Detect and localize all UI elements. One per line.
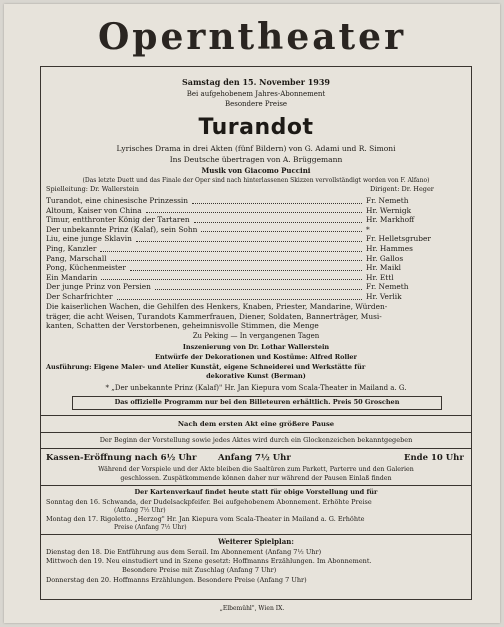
cast-role: Timur, entthronter König der Tartaren: [46, 215, 190, 225]
cast-row: [46, 263, 466, 273]
playbill-sheet: [4, 4, 500, 623]
cast-row: [46, 206, 466, 216]
cast-actor: Fr. Nemeth: [366, 282, 409, 292]
cast-role: Der unbekannte Prinz (Kalaf), sein Sohn: [46, 224, 198, 234]
dot-leader: [192, 203, 362, 204]
dot-leader: [201, 231, 362, 232]
chorus-line: träger, die acht Weisen, Turandots Kammerfrauen, Diener, Soldaten, Bannerträger, Musi-: [46, 311, 382, 321]
chorus-block: [46, 302, 466, 331]
cast-row: [46, 215, 466, 225]
masthead: Operntheater: [97, 16, 407, 58]
cast-actor: Hr. Maikl: [366, 263, 402, 273]
cast-actor: Hr. Wernigk: [366, 205, 412, 215]
completion-note: (Das letzte Duett und das Finale der Oper sind nach hinterlassenen Skizzen vervollständigt worden von F. Alfano): [82, 177, 430, 184]
cast-role: Ping, Kanzler: [46, 243, 97, 253]
presale-line: Montag den 17. Rigoletto. „Herzog" Hr. Jan Kiepura vom Scala-Theater in Mailand a. G. Erhöhte: [46, 515, 365, 523]
dot-leader: [100, 251, 362, 252]
execution-line: dekorative Kunst (Berman): [206, 372, 306, 380]
divider: [40, 448, 472, 449]
intermission-note: Nach dem ersten Akt eine größere Pause: [177, 420, 335, 428]
cast-actor: Fr. Nemeth: [366, 196, 409, 205]
stage-director: Spielleitung: Dr. Wallerstein: [46, 185, 139, 193]
cast-role: Altoum, Kaiser von China: [46, 205, 142, 215]
cast-row: [46, 254, 466, 264]
staging-line: Inszenierung von Dr. Lothar Wallerstein: [182, 343, 330, 351]
performance-date: Samstag den 15. November 1939: [182, 77, 330, 87]
schedule-line: Mittwoch den 19. Neu einstudiert und in Szene gesetzt: Hoffmanns Erzählungen. Im Abonnement.: [46, 557, 372, 565]
box-office-opening: Kassen-Eröffnung nach 6½ Uhr: [46, 453, 197, 463]
cast-row: [46, 292, 466, 302]
opera-subtitle: Lyrisches Drama in drei Akten (fünf Bildern) von G. Adami und R. Simoni: [116, 144, 396, 153]
dot-leader: [101, 279, 362, 280]
setting-line: Zu Peking — In vergangenen Tagen: [192, 332, 320, 340]
presale-heading: Der Kartenverkauf findet heute statt für obige Vorstellung und für: [134, 488, 378, 496]
door-policy-line: geschlossen. Zuspätkommende können daher nur während der Pausen Einlaß finden: [120, 475, 392, 482]
dot-leader: [130, 270, 362, 271]
bell-notice: Der Beginn der Vorstellung sowie jedes Aktes wird durch ein Glockenzeichen bekanntgegeben: [99, 436, 413, 444]
dot-leader: [117, 299, 363, 300]
schedule-line: Besondere Preise mit Zuschlag (Anfang 7 Uhr): [122, 566, 277, 574]
opera-title: Turandot: [198, 115, 314, 140]
cast-actor: Hr. Markhoff: [366, 215, 415, 225]
program-booklet-note: Das offizielle Programm nur bei den Billeteuren erhältlich. Preis 50 Groschen: [72, 396, 442, 410]
chorus-line: Die kaiserlichen Wachen, die Gehilfen des Henkers, Knaben, Priester, Mandarine, Würden-: [46, 302, 388, 311]
dot-leader: [136, 241, 362, 242]
cast-role: Turandot, eine chinesische Prinzessin: [46, 196, 189, 205]
printer-imprint: „Elbemühl", Wien IX.: [219, 605, 285, 612]
prices-note: Besondere Preise: [224, 100, 288, 108]
cast-role: Ein Mandarin: [46, 272, 98, 282]
schedule-heading: Weiterer Spielplan:: [218, 537, 294, 546]
cast-role: Pong, Küchenmeister: [46, 263, 126, 273]
cast-row: [46, 282, 466, 292]
schedule-line: Donnerstag den 20. Hoffmanns Erzählungen. Besondere Preise (Anfang 7 Uhr): [46, 576, 307, 584]
cast-role: Liu, eine junge Sklavin: [46, 234, 132, 244]
designs-line: Entwürfe der Dekorationen und Kostüme: Alfred Roller: [155, 353, 357, 361]
cast-list: [46, 196, 466, 302]
dot-leader: [146, 212, 362, 213]
cast-row: [46, 196, 466, 206]
cast-row: [46, 225, 466, 235]
start-time: Anfang 7½ Uhr: [218, 453, 291, 463]
subscription-note: Bei aufgehobenem Jahres-Abonnement: [186, 90, 326, 98]
cast-actor: Hr. Hammes: [366, 243, 413, 253]
cast-actor: Hr. Ettl: [366, 272, 394, 282]
door-policy-line: Während der Vorspiele und der Akte bleiben die Saaltüren zum Parkett, Parterre und den Galerien: [98, 466, 414, 473]
divider: [40, 432, 472, 433]
cast-role: Der junge Prinz von Persien: [46, 282, 151, 292]
translation-line: Ins Deutsche übertragen von A. Brüggemann: [169, 155, 343, 164]
divider: [40, 485, 472, 486]
cast-actor: *: [366, 224, 370, 234]
dot-leader: [155, 289, 362, 290]
divider: [40, 415, 472, 416]
cast-role: Pang, Marschall: [46, 253, 107, 263]
dot-leader: [194, 222, 362, 223]
music-line: Musik von Giacomo Puccini: [201, 166, 311, 175]
cast-row: [46, 244, 466, 254]
cast-actor: Hr. Verlik: [366, 291, 402, 301]
cast-row: [46, 273, 466, 283]
schedule-line: Dienstag den 18. Die Entführung aus dem Serail. Im Abonnement (Anfang 7½ Uhr): [46, 548, 322, 556]
guest-singer-note: * „Der unbekannte Prinz (Kalaf)" Hr. Jan Kiepura vom Scala-Theater in Mailand a. G.: [105, 384, 407, 392]
execution-line: Ausführung: Eigene Maler- und Atelier Kunstät, eigene Schneiderei und Werkstätte für: [46, 363, 366, 371]
presale-line: Sonntag den 16. Schwanda, der Dudelsackpfeifer. Bei aufgehobenem Abonnement. Erhöhte Preise: [46, 498, 372, 506]
divider: [40, 534, 472, 535]
presale-line: Preise (Anfang 7½ Uhr): [114, 524, 187, 531]
cast-role: Der Scharfrichter: [46, 291, 113, 301]
end-time: Ende 10 Uhr: [404, 453, 464, 463]
conductor: Dirigent: Dr. Heger: [370, 185, 434, 193]
presale-line: (Anfang 7½ Uhr): [114, 507, 166, 514]
cast-actor: Hr. Gallos: [366, 253, 404, 263]
cast-actor: Fr. Helletsgruber: [366, 234, 431, 244]
dot-leader: [111, 260, 362, 261]
cast-row: [46, 234, 466, 244]
chorus-line: kanten, Schatten der Verstorbenen, geheimnisvolle Stimmen, die Menge: [46, 321, 319, 331]
